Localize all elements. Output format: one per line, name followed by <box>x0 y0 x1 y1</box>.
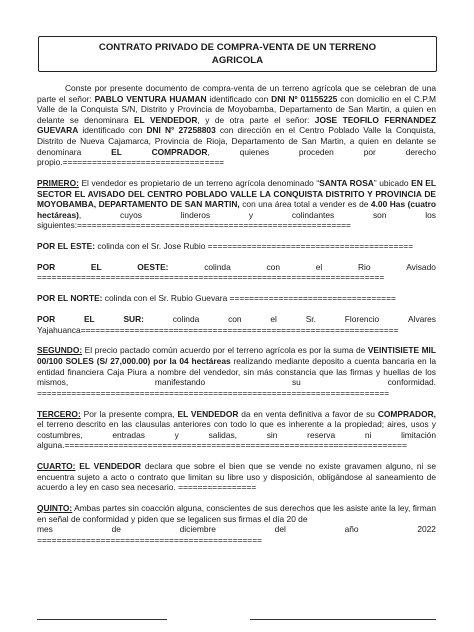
signing-date-words <box>37 524 436 535</box>
word: con <box>228 314 242 325</box>
clause-tercero: TERCERO: Por la presente compra, EL VENDEDOR da en venta definitiva a favor de su COMPRADOR, el terreno descrito en las clausulas anteriores con todo lo que es inherente a la propiedad; aires, usos y costumbres, entradas y salidas, sin reserva ni limitación alguna.====================================================================== <box>37 408 436 451</box>
lindero-sur-words <box>37 314 436 325</box>
word: diciembre <box>179 524 216 535</box>
word: POR <box>37 314 56 325</box>
buyer-name: JOSE TEOFILO FERNANDEZ GUEVARA <box>37 114 436 136</box>
word: de <box>111 524 121 535</box>
word: año <box>344 524 359 535</box>
word: Rio <box>357 261 371 272</box>
clause-segundo: SEGUNDO: El precio pactado común acuerdo por el terreno agrícola es por la suma de VEINTISIETE MIL 00/100 SOLES (S/ 27,000.00) por la 04 hectáreas realizando mediante deposito a cuenta bancaria en la entidad financiera Caja Piura a nombre del vendedor, sin más constancia que las firmas y huellas de los mismos, manifestando su conformidad. ======================================================================== <box>37 345 436 398</box>
word: el <box>315 261 323 272</box>
clause-cuarto: CUARTO: EL VENDEDOR declara que sobre el bien que se vende no existe gravamen alguno, ni se encuentra sujeto a acto o contrato que limitan su libre uso y disposición, obligándose al saneamiento de acuerdo a ley en caso sea necesario. ================ <box>37 461 436 493</box>
word: Sr. <box>305 314 316 325</box>
lindero-oeste-words <box>37 262 436 273</box>
clause-label: PRIMERO: <box>37 177 79 188</box>
word: EL <box>90 261 102 272</box>
word: el <box>270 314 277 325</box>
intro-paragraph: Conste por presente documento de compra-venta de un terreno agrícola que se celebran de una parte el señor: PABLO VENTURA HUAMAN identificado con DNI Nº 01155225 con domicilio en el C.P.M Valle de la Conquista S/N, Distrito y Provincia de Moyobamba, Departamento de San Martin, a quien en delante se denominara EL VENDEDOR, y de otra parte el señor: JOSE TEOFILO FERNANDEZ GUEVARA identificado con DNI N° 27258803 con dirección en el Centro Poblado Valle la Conquista, Distrito de Nueva Cajamarca, Provincia de Rioja, Departamento de San Martin, a quien en delante se denominara EL COMPRADOR, quienes proceden por derecho propio.================================= <box>37 83 437 168</box>
clause-label: TERCERO: <box>37 408 81 419</box>
clause-quinto: QUINTO: Ambas partes sin coacción alguna, conscientes de sus derechos que les asiste ante la ley, firman en señal de conformidad y piden que se legalicen sus firmas el día 20 de mes de diciembre del año 2022 ============================================== <box>37 503 436 545</box>
word: EL <box>83 314 95 325</box>
word: mes <box>37 524 53 535</box>
seller-signature-line <box>37 619 167 620</box>
word: OESTE: <box>137 261 169 272</box>
seller-role: EL VENDEDOR <box>133 114 198 125</box>
title-line-2: AGRICOLA <box>211 55 264 66</box>
word: POR <box>37 261 56 272</box>
word: colinda <box>204 261 231 272</box>
word: con <box>266 261 280 272</box>
lindero-este: POR EL ESTE: colinda con el Sr. Jose Rubio ========================================== <box>37 241 414 252</box>
word: del <box>274 524 286 535</box>
lindero-norte: POR EL NORTE: colinda con el Sr. Rubio Guevara ================================== <box>37 293 396 304</box>
title-box <box>38 36 437 72</box>
buyer-signature-line <box>250 619 436 620</box>
clause-label: SEGUNDO: <box>37 345 83 356</box>
contract-body <box>37 83 436 545</box>
seller-dni: DNI Nº 01155225 <box>271 93 338 104</box>
lindero-oeste: POR EL OESTE: colinda con el Rio Avisado ======================================================================= <box>37 261 436 283</box>
buyer-dni: DNI N° 27258803 <box>146 125 216 136</box>
title-line-1: CONTRATO PRIVADO DE COMPRA-VENTA DE UN TERRENO <box>98 42 377 53</box>
price: VEINTISIETE MIL 00/100 SOLES (S/ 27,000.00) por la 04 hectáreas <box>37 345 436 366</box>
word: Florencio <box>344 314 380 325</box>
word: Alvares <box>408 314 436 325</box>
property-location: EN EL SECTOR EL AVISADO DEL CENTRO POBLADO VALLE LA CONQUISTA DISTRITO Y PROVINCIA DE MOYOBAMBA, DEPARTAMENTO DE SAN MARTIN, <box>37 177 437 210</box>
property-name: SANTA ROSA <box>319 177 374 188</box>
clause-primero: PRIMERO: El vendedor es propietario de un terreno agrícola denominado “SANTA ROSA” ubicado EN EL SECTOR EL AVISADO DEL CENTRO POBLADO VALLE LA CONQUISTA DISTRITO Y PROVINCIA DE MOYOBAMBA, DEPARTAMENTO DE SAN MARTIN, con una área total a vender es de 4.00 Has (cuatro hectáreas), cuyos linderos y colindantes son los siguientes:======================================================== <box>37 177 437 231</box>
buyer-role: EL COMPRADOR <box>111 146 208 157</box>
clause-label: QUINTO: <box>37 503 73 514</box>
property-area: 4.00 Has (cuatro hectáreas) <box>37 199 437 220</box>
word: 2022 <box>417 524 436 535</box>
word: Avisado <box>406 261 436 272</box>
word: colinda <box>172 314 200 325</box>
seller-name: PABLO VENTURA HUAMAN <box>94 93 207 104</box>
lindero-sur: POR EL SUR: colinda con el Sr. Florencio Alvares Yajahuanca================================================================= <box>37 314 436 335</box>
clause-label: CUARTO: <box>37 461 76 472</box>
word: SUR: <box>123 314 144 325</box>
